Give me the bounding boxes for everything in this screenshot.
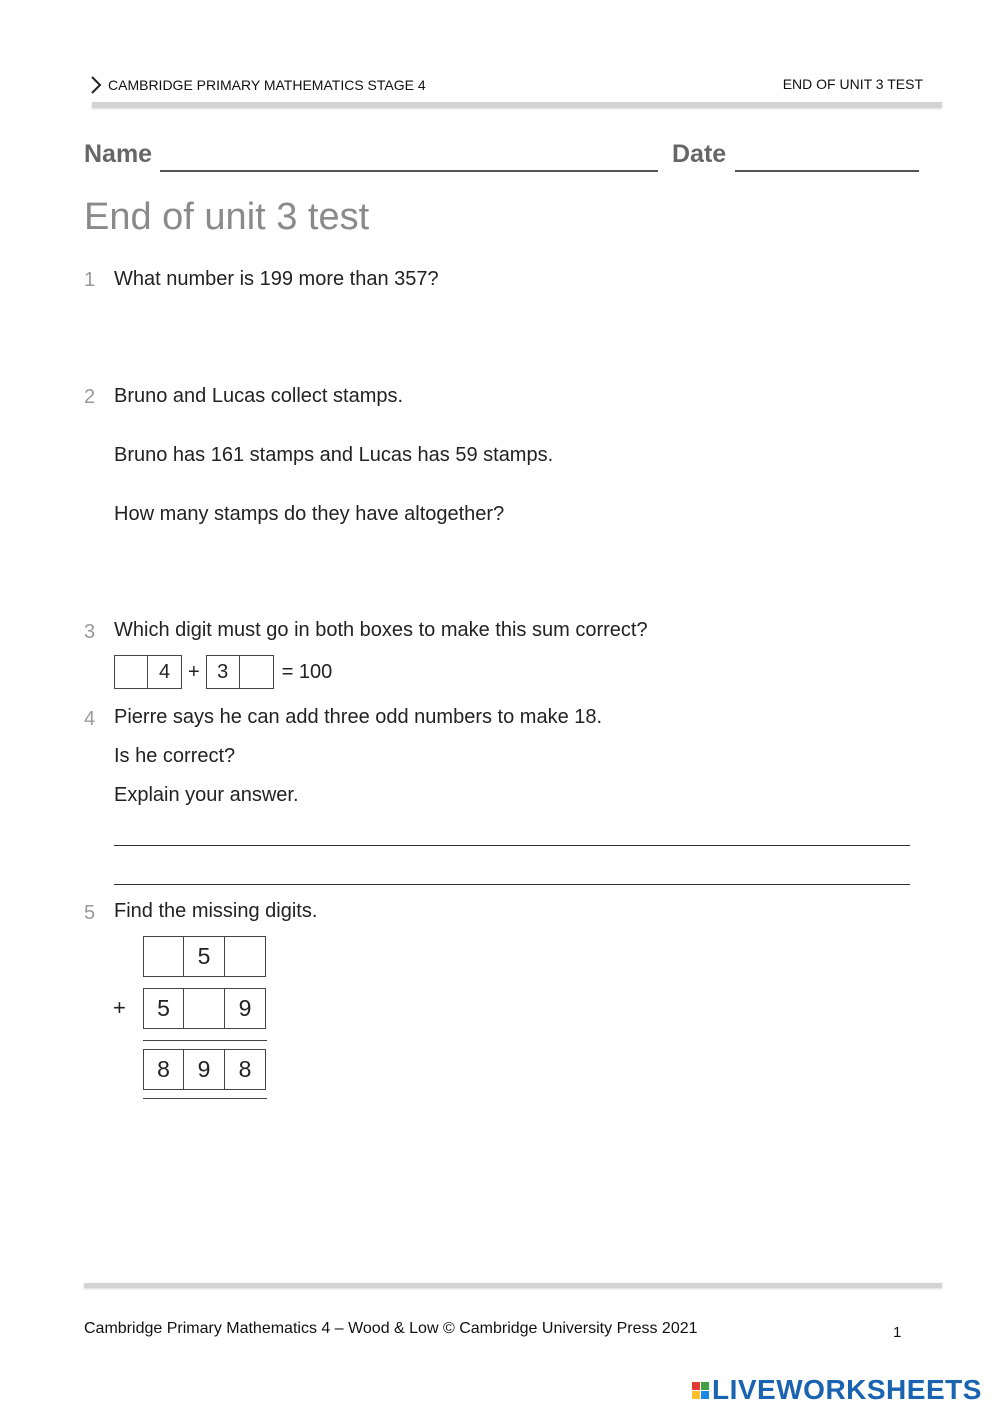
digit-box: 3 [206, 655, 240, 689]
question-text: How many stamps do they have altogether? [114, 503, 505, 525]
answer-line[interactable] [114, 845, 910, 846]
name-label: Name [84, 140, 153, 168]
digit-box: 9 [184, 1049, 225, 1090]
digit-box: 8 [143, 1049, 184, 1090]
header-rule [92, 102, 942, 108]
footer-rule [84, 1283, 942, 1288]
question-text: Which digit must go in both boxes to make this sum correct? [114, 619, 648, 641]
question-text: Pierre says he can add three odd numbers to make 18. [114, 706, 603, 728]
date-label: Date [672, 140, 727, 168]
digit-box-blank[interactable] [240, 655, 274, 689]
digit-box: 5 [184, 936, 225, 977]
digit-box: 5 [143, 988, 184, 1029]
equals-result: = 100 [281, 660, 333, 683]
date-field[interactable] [735, 170, 919, 172]
page-number: 1 [893, 1324, 902, 1341]
header-course-title: CAMBRIDGE PRIMARY MATHEMATICS STAGE 4 [108, 77, 426, 93]
logo-icon [692, 1382, 709, 1399]
addition-total-row [143, 1049, 266, 1090]
header-test-title: END OF UNIT 3 TEST [782, 76, 923, 92]
second-addend [206, 655, 274, 689]
digit-box-blank[interactable] [225, 936, 266, 977]
plus-sign: + [188, 660, 200, 683]
sum-equation [114, 655, 338, 689]
page-title: End of unit 3 test [84, 196, 370, 238]
name-field[interactable] [160, 170, 658, 172]
answer-line[interactable] [114, 884, 910, 885]
question-text: Bruno and Lucas collect stamps. [114, 385, 404, 407]
sum-line-top [143, 1040, 267, 1041]
question-number: 5 [84, 902, 96, 924]
question-number: 3 [84, 621, 96, 643]
digit-box-blank[interactable] [114, 655, 148, 689]
liveworksheets-logo [692, 1374, 982, 1406]
question-text: What number is 199 more than 357? [114, 268, 439, 290]
digit-box-blank[interactable] [184, 988, 225, 1029]
header-left [90, 75, 426, 95]
footer-copyright: Cambridge Primary Mathematics 4 – Wood & Low © Cambridge University Press 2021 [84, 1320, 698, 1337]
question-text: Explain your answer. [114, 784, 299, 806]
question-number: 1 [84, 269, 96, 291]
logo-text: LIVEWORKSHEETS [712, 1374, 982, 1405]
digit-box: 4 [148, 655, 182, 689]
addition-row-2 [143, 988, 266, 1029]
digit-box: 8 [225, 1049, 266, 1090]
digit-box: 9 [225, 988, 266, 1029]
sum-line-bottom [143, 1098, 267, 1099]
question-text: Is he correct? [114, 745, 236, 767]
digit-box-blank[interactable] [143, 936, 184, 977]
question-text: Find the missing digits. [114, 900, 318, 922]
addition-row-1 [143, 936, 266, 977]
chevron-right-icon [90, 75, 102, 95]
plus-sign: + [113, 995, 126, 1020]
question-number: 4 [84, 708, 96, 730]
question-number: 2 [84, 386, 96, 408]
question-text: Bruno has 161 stamps and Lucas has 59 stamps. [114, 444, 554, 466]
first-addend [114, 655, 182, 689]
